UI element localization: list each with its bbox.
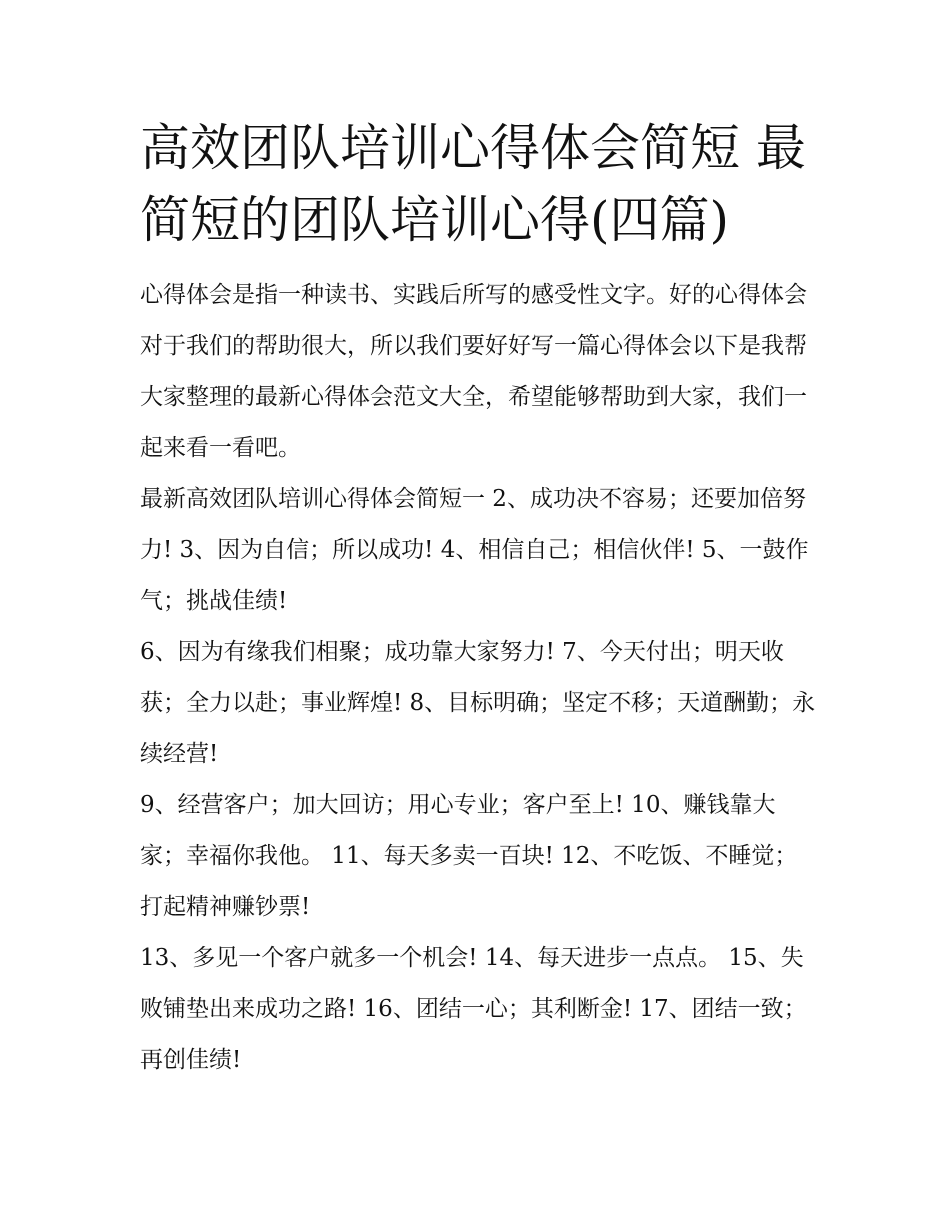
document-title: 高效团队培训心得体会简短 最简短的团队培训心得(四篇) <box>140 119 806 249</box>
slogan-paragraph-4: 13、多见一个客户就多一个机会! 14、每天进步一点点。 15、失败铺垫出来成功之路! 16、团结一心；其利断金! 17、团结一致；再创佳绩! <box>140 945 807 1073</box>
document-page <box>140 112 820 1086</box>
intro-paragraph: 心得体会是指一种读书、实践后所写的感受性文字。好的心得体会对于我们的帮助很大，所以我们要好好写一篇心得体会以下是我帮大家整理的最新心得体会范文大全，希望能够帮助到大家，我们一起来看一看吧。 <box>140 282 807 461</box>
slogan-paragraph-1: 最新高效团队培训心得体会简短一 2、成功决不容易；还要加倍努力! 3、因为自信；所以成功! 4、相信自己；相信伙伴! 5、一鼓作气；挑战佳绩! <box>140 486 809 614</box>
document-body <box>140 270 820 1086</box>
slogan-paragraph-3: 9、经营客户；加大回访；用心专业；客户至上! 10、赚钱靠大家；幸福你我他。 11、每天多卖一百块! 12、不吃饭、不睡觉；打起精神赚钞票! <box>140 792 798 920</box>
slogan-paragraph-2: 6、因为有缘我们相聚；成功靠大家努力! 7、今天付出；明天收获；全力以赴；事业辉煌! 8、目标明确；坚定不移；天道酬勤；永续经营! <box>140 639 816 767</box>
